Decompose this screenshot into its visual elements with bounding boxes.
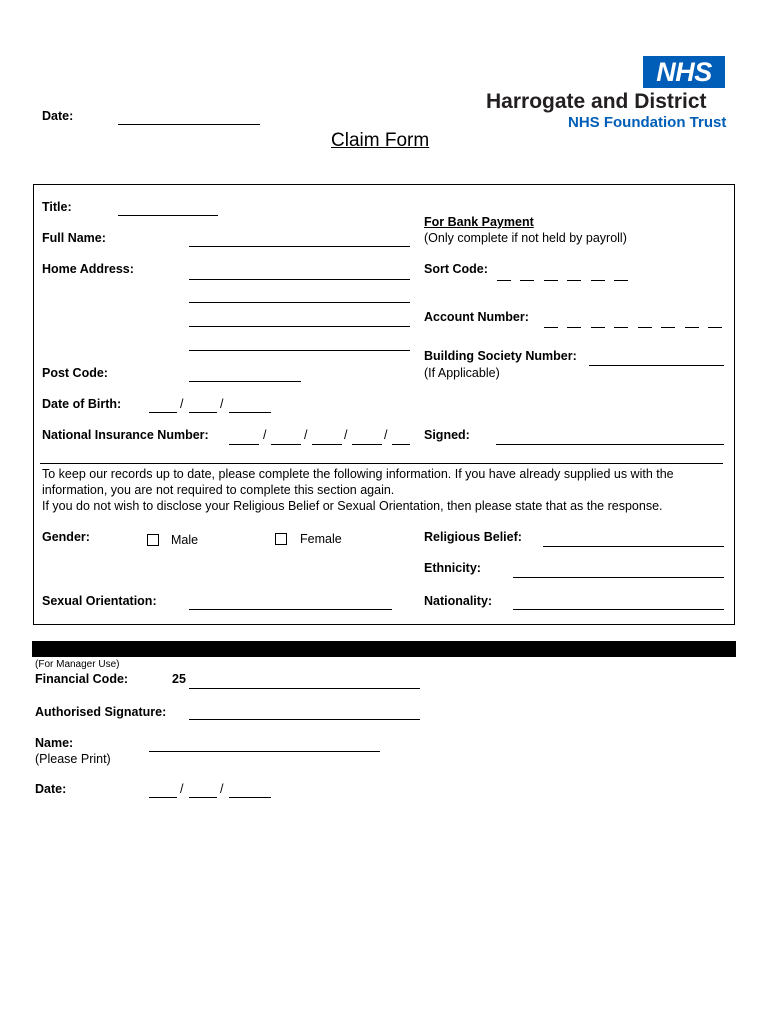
ethnicity-field[interactable] (513, 577, 724, 578)
sort-code-label: Sort Code: (424, 262, 488, 276)
manager-date-label: Date: (35, 782, 67, 796)
financial-code-label: Financial Code: (35, 672, 129, 686)
nationality-label: Nationality: (424, 594, 493, 608)
address-line-4[interactable] (189, 350, 410, 351)
section-bar (32, 641, 736, 657)
title-label: Title: (42, 200, 72, 214)
ni-label: National Insurance Number: (42, 428, 209, 442)
female-checkbox[interactable] (275, 533, 287, 545)
religious-belief-field[interactable] (543, 546, 724, 547)
ni-field-5[interactable] (392, 444, 410, 445)
account-digit[interactable] (685, 327, 699, 328)
sort-code-digit[interactable] (567, 280, 581, 281)
authorised-signature-field[interactable] (189, 719, 420, 720)
org-subtitle: NHS Foundation Trust (568, 114, 727, 131)
account-digit[interactable] (614, 327, 628, 328)
ni-field-4[interactable] (352, 444, 382, 445)
dob-year-field[interactable] (229, 412, 271, 413)
bank-note: (Only complete if not held by payroll) (424, 231, 627, 245)
equality-info (42, 466, 732, 514)
nationality-field[interactable] (513, 609, 724, 610)
account-digit[interactable] (591, 327, 605, 328)
dob-slash: / (220, 397, 224, 411)
account-digit[interactable] (567, 327, 581, 328)
date-label: Date: (42, 109, 74, 123)
signed-label: Signed: (424, 428, 470, 442)
manager-date-year[interactable] (229, 797, 271, 798)
building-society-label: Building Society Number: (424, 349, 577, 363)
dob-label: Date of Birth: (42, 397, 122, 411)
sexual-orientation-field[interactable] (189, 609, 392, 610)
sexual-orientation-label: Sexual Orientation: (42, 594, 157, 608)
equality-para-1: To keep our records up to date, please complete the following information. If you have already supplied us with the information, you are not required to complete this section again. (42, 467, 674, 497)
sort-code-digit[interactable] (520, 280, 534, 281)
nhs-logo-text: NHS (656, 57, 712, 87)
address-line-2[interactable] (189, 302, 410, 303)
sort-code-digit[interactable] (591, 280, 605, 281)
claim-details-frame (33, 184, 735, 625)
manager-date-month[interactable] (189, 797, 217, 798)
manager-date-day[interactable] (149, 797, 177, 798)
bank-heading: For Bank Payment (424, 215, 534, 229)
post-code-field[interactable] (189, 381, 301, 382)
manager-name-field[interactable] (149, 751, 380, 752)
account-digit[interactable] (544, 327, 558, 328)
date-slash: / (220, 782, 224, 796)
nhs-logo (643, 56, 725, 88)
home-address-label: Home Address: (42, 262, 134, 276)
account-digit[interactable] (638, 327, 652, 328)
ethnicity-label: Ethnicity: (424, 561, 481, 575)
religious-belief-label: Religious Belief: (424, 530, 522, 544)
dob-month-field[interactable] (189, 412, 217, 413)
financial-code-field[interactable] (189, 688, 420, 689)
sort-code-digit[interactable] (544, 280, 558, 281)
section-divider (40, 463, 723, 464)
address-line-3[interactable] (189, 326, 410, 327)
account-digit[interactable] (661, 327, 675, 328)
female-option-label: Female (300, 532, 342, 546)
ni-slash: / (304, 428, 308, 442)
post-code-label: Post Code: (42, 366, 108, 380)
org-name: Harrogate and District (486, 90, 707, 113)
ni-slash: / (384, 428, 388, 442)
ni-slash: / (344, 428, 348, 442)
account-digit[interactable] (708, 327, 722, 328)
title-field[interactable] (118, 215, 218, 216)
full-name-label: Full Name: (42, 231, 106, 245)
equality-para-2: If you do not wish to disclose your Religious Belief or Sexual Orientation, then please state that as the response. (42, 499, 663, 513)
authorised-signature-label: Authorised Signature: (35, 705, 167, 719)
signed-field[interactable] (496, 444, 724, 445)
address-line-1[interactable] (189, 279, 410, 280)
dob-slash: / (180, 397, 184, 411)
if-applicable-note: (If Applicable) (424, 366, 500, 380)
date-field[interactable] (118, 124, 260, 125)
account-number-label: Account Number: (424, 310, 529, 324)
sort-code-digit[interactable] (614, 280, 628, 281)
ni-slash: / (263, 428, 267, 442)
male-checkbox[interactable] (147, 534, 159, 546)
please-print-note: (Please Print) (35, 752, 111, 766)
ni-field-2[interactable] (271, 444, 301, 445)
gender-label: Gender: (42, 530, 90, 544)
ni-field-1[interactable] (229, 444, 259, 445)
building-society-field[interactable] (589, 365, 724, 366)
financial-code-value: 25 (172, 672, 186, 686)
form-title: Claim Form (331, 130, 430, 151)
manager-use-note: (For Manager Use) (35, 659, 120, 670)
sort-code-digit[interactable] (497, 280, 511, 281)
date-slash: / (180, 782, 184, 796)
ni-field-3[interactable] (312, 444, 342, 445)
full-name-field[interactable] (189, 246, 410, 247)
male-option-label: Male (171, 533, 199, 547)
dob-day-field[interactable] (149, 412, 177, 413)
manager-name-label: Name: (35, 736, 74, 750)
